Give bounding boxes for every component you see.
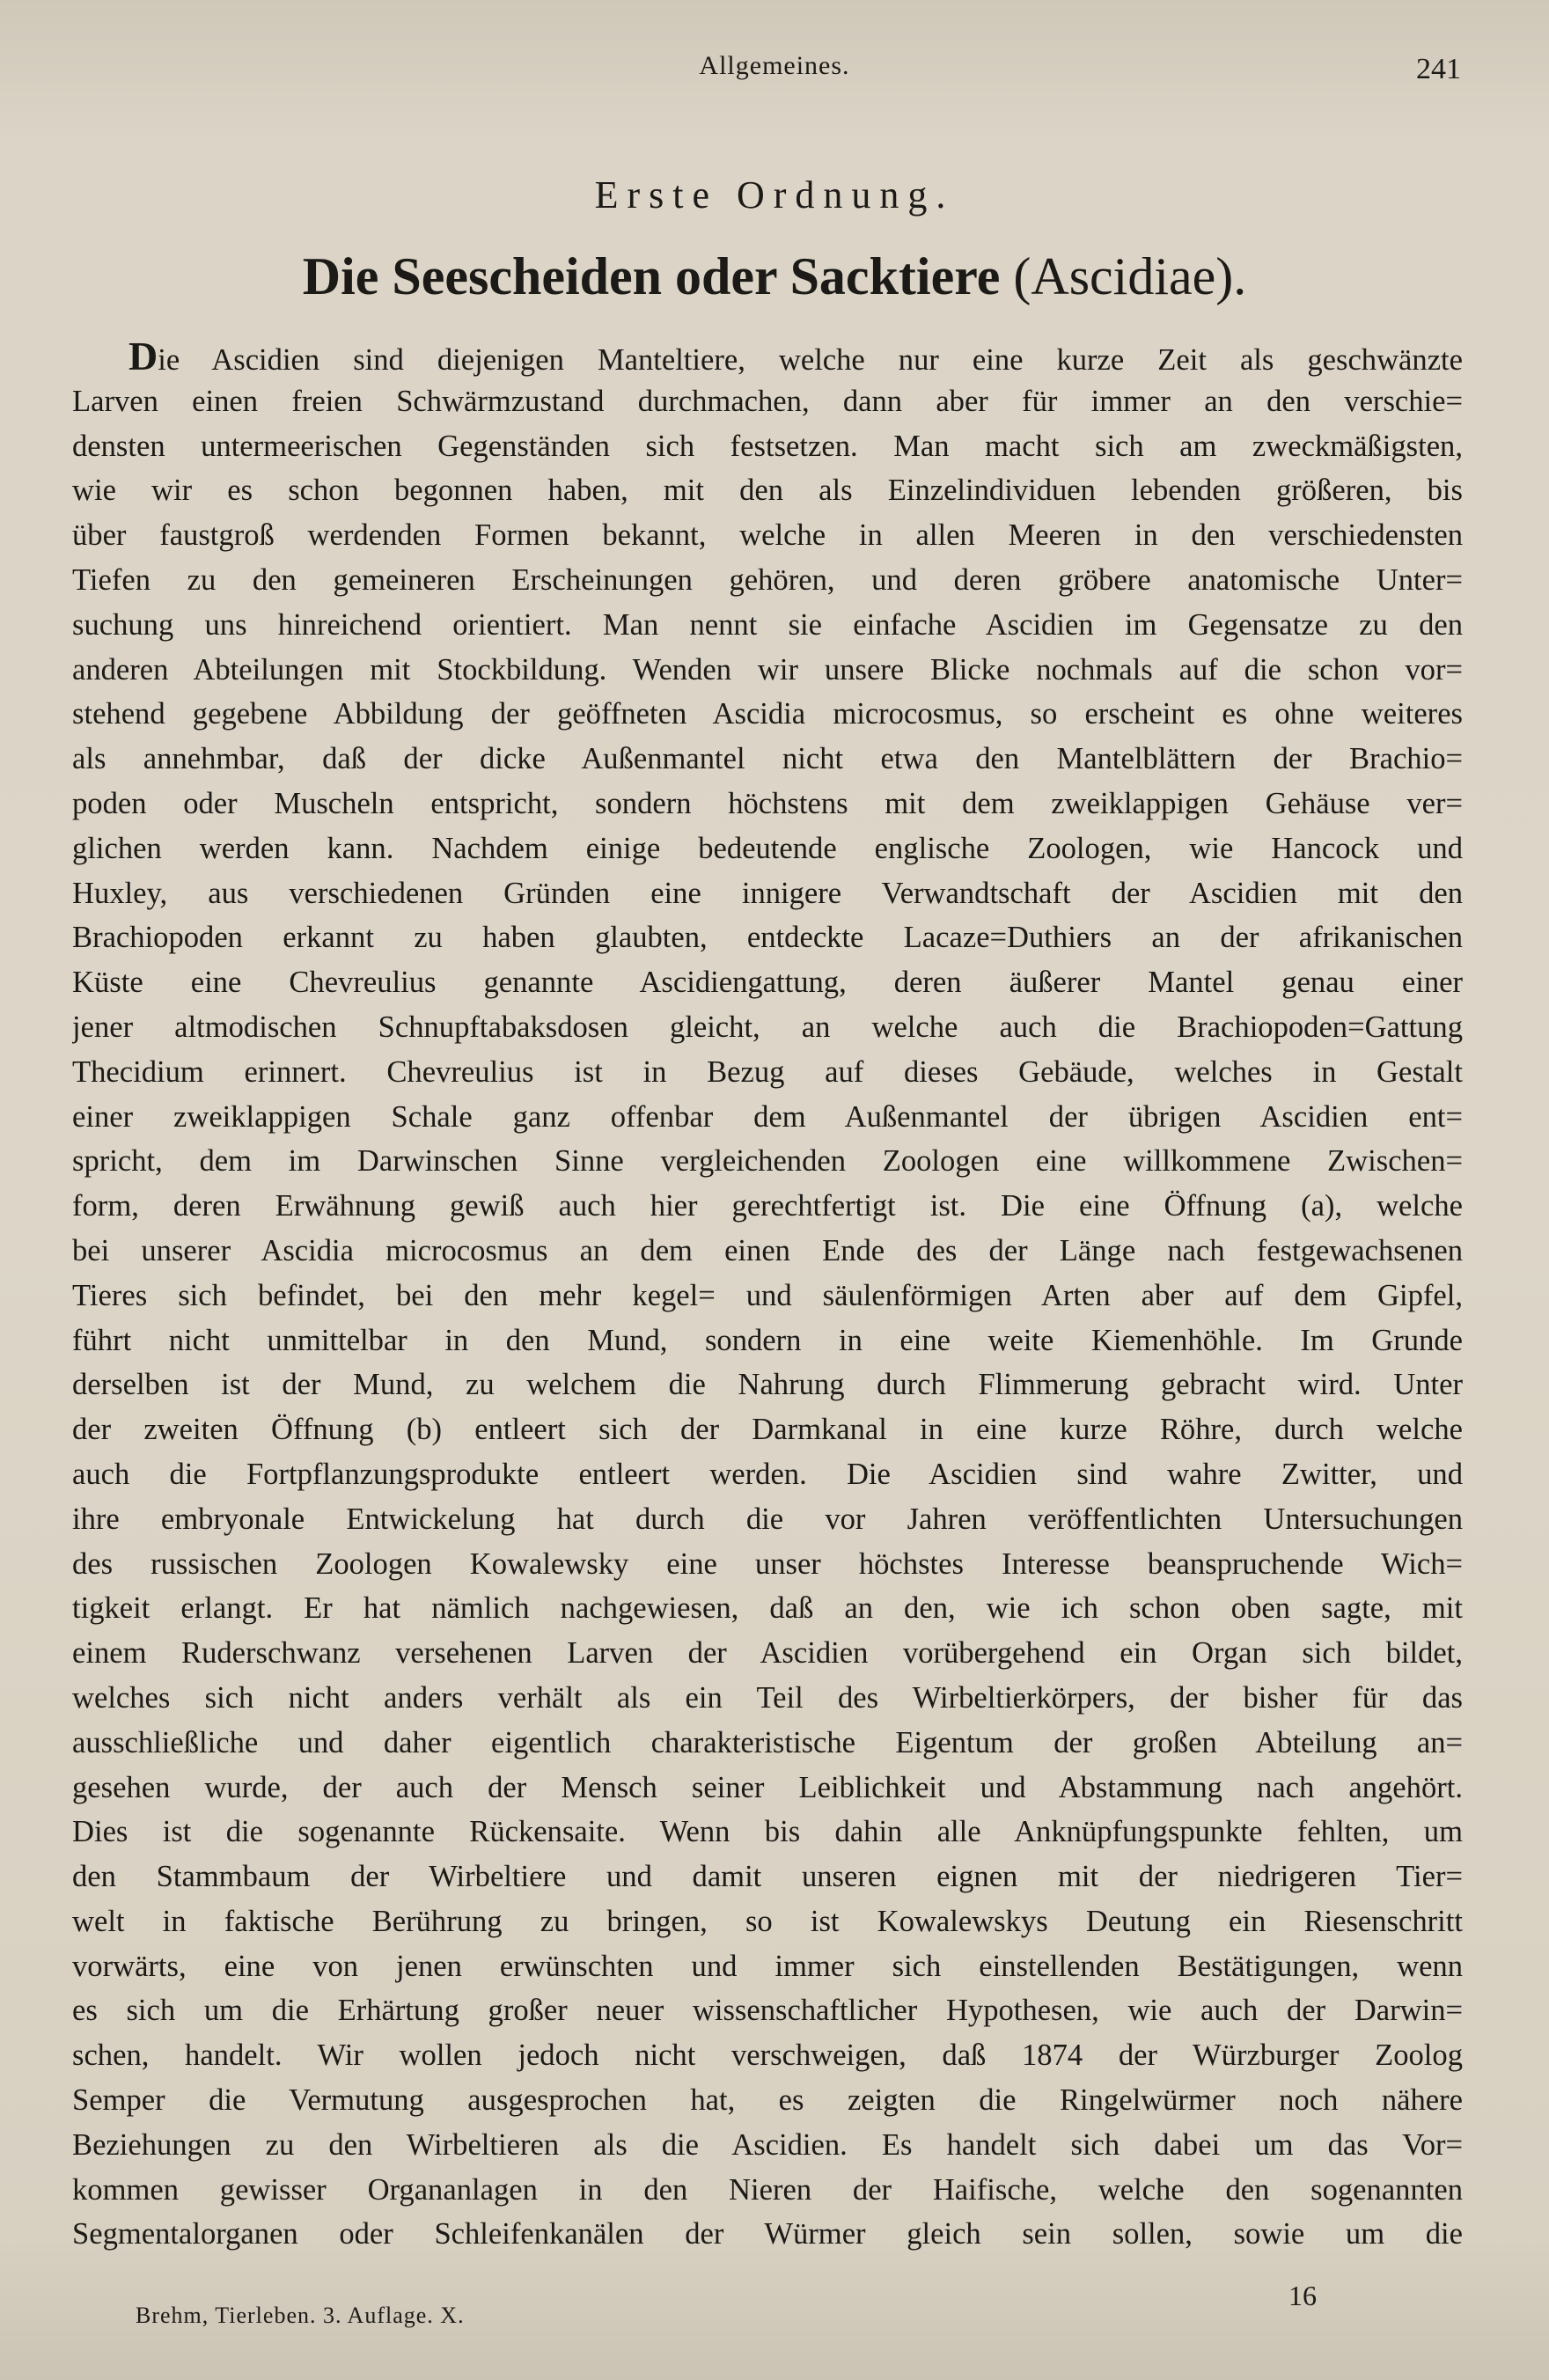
text-line bbox=[72, 1542, 1463, 1587]
text-line bbox=[72, 782, 1463, 826]
text-line bbox=[72, 1631, 1463, 1676]
text-line-content: einer zweiklappigen Schale ganz offenbar dem Außenmantel der übrigen Ascidien ent= bbox=[72, 1099, 1463, 1134]
text-line bbox=[72, 692, 1463, 737]
text-line-content: jener altmodischen Schnupftabaksdosen gleicht, an welche auch die Brachiopoden=Gattung bbox=[72, 1010, 1463, 1044]
running-title: Allgemeines. bbox=[699, 51, 850, 80]
text-line bbox=[72, 1005, 1463, 1050]
text-line-content: einem Ruderschwanz versehenen Larven der Ascidien vorübergehend ein Organ sich bildet, bbox=[72, 1636, 1463, 1671]
text-line bbox=[72, 960, 1463, 1005]
text-line bbox=[72, 1586, 1463, 1631]
text-line-content: welches sich nicht anders verhält als ein Teil des Wirbeltierkörpers, der bisher für das bbox=[72, 1680, 1463, 1715]
text-line bbox=[72, 424, 1463, 469]
text-line bbox=[72, 2123, 1463, 2168]
text-line bbox=[72, 1407, 1463, 1452]
chapter-title bbox=[0, 246, 1549, 307]
text-line bbox=[72, 379, 1463, 424]
text-line-content: poden oder Muscheln entspricht, sondern höchstens mit dem zweiklappigen Gehäuse ver= bbox=[72, 786, 1463, 820]
text-line bbox=[72, 2033, 1463, 2078]
text-line bbox=[72, 1988, 1463, 2033]
text-line-content: als annehmbar, daß der dicke Außenmantel nicht etwa den Mantelblättern der Brachio= bbox=[72, 742, 1463, 776]
text-line bbox=[72, 1274, 1463, 1319]
text-line bbox=[72, 334, 1463, 379]
text-line-content: anderen Abteilungen mit Stockbildung. Wenden wir unsere Blicke nochmals auf die schon vor= bbox=[72, 652, 1463, 687]
text-line-content: Larven einen freien Schwärmzustand durchmachen, dann aber für immer an den verschie= bbox=[72, 384, 1463, 418]
text-line bbox=[72, 1452, 1463, 1497]
text-line-content: ihre embryonale Entwickelung hat durch die vor Jahren veröffentlichten Untersuchungen bbox=[72, 1502, 1463, 1536]
text-line bbox=[72, 826, 1463, 871]
text-line-content: Tieres sich befindet, bei den mehr kegel= und säulenförmigen Arten aber auf dem Gipfel, bbox=[72, 1278, 1463, 1312]
text-line-content: derselben ist der Mund, zu welchem die Nahrung durch Flimmerung gebracht wird. Unter bbox=[72, 1368, 1463, 1402]
text-line-content: densten untermeerischen Gegenständen sich festsetzen. Man macht sich am zweckmäßigsten, bbox=[72, 429, 1463, 463]
text-line-content: Beziehungen zu den Wirbeltieren als die Ascidien. Es handelt sich dabei um das Vor= bbox=[72, 2127, 1463, 2162]
text-line bbox=[72, 1497, 1463, 1542]
text-line-content: über faustgroß werdenden Formen bekannt, welche in allen Meeren in den verschiedensten bbox=[72, 518, 1463, 553]
text-line-content: Segmentalorganen oder Schleifenkanälen der Würmer gleich sein sollen, sowie um die bbox=[72, 2217, 1463, 2251]
page-footer bbox=[72, 2280, 1463, 2332]
text-line bbox=[72, 1676, 1463, 1721]
page-number: 241 bbox=[1416, 53, 1461, 85]
text-line bbox=[72, 1855, 1463, 1899]
chapter-title-german: Die Seescheiden oder Sacktiere bbox=[302, 247, 1001, 305]
text-line-content: Huxley, aus verschiedenen Gründen eine innigere Verwandtschaft der Ascidien mit den bbox=[72, 876, 1463, 910]
text-line bbox=[72, 1139, 1463, 1184]
text-line-content: tigkeit erlangt. Er hat nämlich nachgewiesen, daß an den, wie ich schon oben sagte, mit bbox=[72, 1591, 1463, 1626]
text-line-content: vorwärts, eine von jenen erwünschten und immer sich einstellenden Bestätigungen, wenn bbox=[72, 1949, 1463, 1983]
text-line bbox=[72, 1810, 1463, 1855]
order-heading: Erste Ordnung. bbox=[594, 173, 955, 217]
text-line-content: der zweiten Öffnung (b) entleert sich der Darmkanal in eine kurze Röhre, durch welche bbox=[72, 1413, 1463, 1447]
text-line bbox=[72, 558, 1463, 603]
text-line bbox=[72, 1944, 1463, 1989]
text-line bbox=[72, 1319, 1463, 1363]
text-line bbox=[72, 1229, 1463, 1274]
text-line-content: Dies ist die sogenannte Rückensaite. Wenn bis dahin alle Anknüpfungspunkte fehlten, um bbox=[72, 1815, 1463, 1849]
text-line bbox=[72, 2212, 1463, 2257]
text-line-content: kommen gewisser Organanlagen in den Nieren der Haifische, welche den sogenannten bbox=[72, 2172, 1463, 2207]
text-line-content: form, deren Erwähnung gewiß auch hier gerechtfertigt ist. Die eine Öffnung (a), welche bbox=[72, 1189, 1463, 1223]
text-line-content: Thecidium erinnert. Chevreulius ist in Bezug auf dieses Gebäude, welches in Gestalt bbox=[72, 1054, 1463, 1089]
text-line-content: auch die Fortpflanzungsprodukte entleert werden. Die Ascidien sind wahre Zwitter, und bbox=[72, 1457, 1463, 1491]
text-line-content: ie Ascidien sind diejenigen Manteltiere, welche nur eine kurze Zeit als geschwänzte bbox=[158, 343, 1463, 377]
body-text bbox=[72, 334, 1463, 2257]
text-line bbox=[72, 1721, 1463, 1766]
text-line-content: gesehen wurde, der auch der Mensch seiner Leiblichkeit und Abstammung nach angehört. bbox=[72, 1770, 1463, 1804]
text-line-content: welt in faktische Berührung zu bringen, so ist Kowalewskys Deutung ein Riesenschritt bbox=[72, 1904, 1463, 1938]
text-line-content: Semper die Vermutung ausgesprochen hat, es zeigten die Ringelwürmer noch nähere bbox=[72, 2083, 1463, 2118]
text-line bbox=[72, 1766, 1463, 1811]
text-line bbox=[72, 2168, 1463, 2213]
text-line bbox=[72, 1899, 1463, 1944]
text-line bbox=[72, 915, 1463, 960]
text-line-content: führt nicht unmittelbar in den Mund, sondern in eine weite Kiemenhöhle. Im Grunde bbox=[72, 1323, 1463, 1357]
text-line-content: ausschließliche und daher eigentlich charakteristische Eigentum der großen Abteilung an= bbox=[72, 1725, 1463, 1759]
text-line-content: spricht, dem im Darwinschen Sinne vergleichenden Zoologen eine willkommene Zwischen= bbox=[72, 1144, 1463, 1179]
text-line bbox=[72, 2078, 1463, 2123]
text-line bbox=[72, 871, 1463, 916]
text-line-content: Brachiopoden erkannt zu haben glaubten, entdeckte Lacaze=Duthiers an der afrikanischen bbox=[72, 921, 1463, 955]
text-line-content: glichen werden kann. Nachdem einige bedeutende englische Zoologen, wie Hancock und bbox=[72, 831, 1463, 865]
text-line bbox=[72, 737, 1463, 782]
running-head bbox=[0, 51, 1549, 93]
text-line-content: Tiefen zu den gemeineren Erscheinungen gehören, und deren gröbere anatomische Unter= bbox=[72, 562, 1463, 597]
text-line-content: suchung uns hinreichend orientiert. Man nennt sie einfache Ascidien im Gegensatze zu den bbox=[72, 607, 1463, 642]
chapter-title-latin: (Ascidiae). bbox=[1013, 247, 1247, 305]
text-line-content: Küste eine Chevreulius genannte Ascidiengattung, deren äußerer Mantel genau einer bbox=[72, 966, 1463, 1000]
text-line-content: bei unserer Ascidia microcosmus an dem einen Ende des der Länge nach festgewachsenen bbox=[72, 1233, 1463, 1267]
text-line bbox=[72, 1050, 1463, 1095]
text-line bbox=[72, 1184, 1463, 1229]
text-line-content: stehend gegebene Abbildung der geöffneten Ascidia microcosmus, so erscheint es ohne weiteres bbox=[72, 697, 1463, 731]
text-line bbox=[72, 468, 1463, 513]
signature-mark: 16 bbox=[1288, 2280, 1317, 2311]
footer-credit: Brehm, Tierleben. 3. Auflage. X. bbox=[136, 2303, 465, 2328]
text-line bbox=[72, 513, 1463, 558]
text-line-content: den Stammbaum der Wirbeltiere und damit unseren eignen mit der niedrigeren Tier= bbox=[72, 1860, 1463, 1894]
drop-cap: D bbox=[128, 334, 158, 378]
text-line-content: es sich um die Erhärtung großer neuer wissenschaftlicher Hypothesen, wie auch der Darwin= bbox=[72, 1994, 1463, 2028]
text-line bbox=[72, 1095, 1463, 1140]
text-line bbox=[72, 648, 1463, 693]
text-line-content: wie wir es schon begonnen haben, mit den als Einzelindividuen lebenden größeren, bis bbox=[72, 474, 1463, 508]
text-line-content: des russischen Zoologen Kowalewsky eine unser höchstes Interesse beanspruchende Wich= bbox=[72, 1546, 1463, 1581]
text-line bbox=[72, 603, 1463, 648]
text-line-content: schen, handelt. Wir wollen jedoch nicht verschweigen, daß 1874 der Würzburger Zoolog bbox=[72, 2038, 1463, 2073]
text-line bbox=[72, 1363, 1463, 1407]
